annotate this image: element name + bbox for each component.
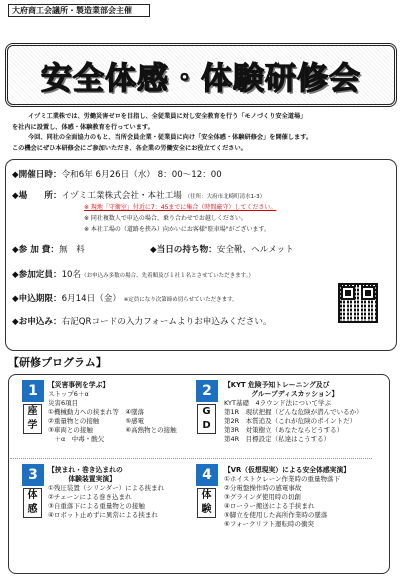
program-2-line: 第1R 現状把握（どんな危険が潜んでいるか）	[224, 408, 363, 416]
capacity-note: （お申込み多数の場合、先着順及び１社１名とさせていただきます。）	[81, 273, 254, 279]
program-4-line: ⑥フォークリフト運転時の衝突	[224, 520, 315, 528]
place-note-gather: ※ 現地「守衛室」付近に7：45までに集合（時間厳守）してください。	[84, 204, 277, 211]
intro-line: この機会にぜひ本研修会にご参加いただき、各企業の労働安全にお役立てください。	[12, 144, 247, 152]
program-1-line: ②重量物との接触 ⑤感電	[48, 417, 145, 425]
fee-value: 無 料	[58, 245, 85, 255]
program-1-line: ③車両との接触 ⑥高熱物との接触	[48, 426, 177, 434]
intro-line: イヅミ工業株では、労働災害ゼロを目指し、全従業員に対し安全教育を行う「モノづくり安全道場」	[28, 113, 307, 120]
intro-line: 今回、同社の全面協力のもと、当所会員企業・従業員に向け「安全体感・体験研修会」を開催します。	[28, 134, 313, 141]
program-3-text	[48, 466, 164, 520]
program-heading: 【研修プログラム】	[8, 356, 107, 369]
deadline-note: ※定員になり次第締め切らせていただきます。	[123, 297, 238, 303]
program-4-line: ④ローラー搬送による手挟まれ	[224, 502, 315, 510]
program-4-line: ③グラインダ使用時の切創	[224, 493, 301, 501]
deadline-label: ◆申込期限：	[12, 294, 62, 304]
program-3-category-char: 感	[27, 504, 38, 515]
program-2-number-badge: 2	[196, 380, 218, 402]
intro-line: を社内に設置し、体感・体験教育を行っています。	[12, 123, 154, 131]
capacity-label: ◆参加定員：	[12, 270, 62, 280]
capacity-row	[12, 268, 254, 280]
place-row	[12, 189, 265, 201]
program-3-title: 【挟まれ・巻き込まれの	[48, 466, 123, 474]
program-2-title: 【KYT 危険予知トレーニング及び	[224, 381, 330, 389]
page-title: 安全体感・体験研修会	[41, 60, 361, 97]
place-address: （住所：大府市北崎町清水1-3）	[184, 194, 266, 200]
apply-value: 右記QRコードの入力フォームよりお申込みください。	[61, 317, 272, 327]
qr-code[interactable]	[338, 283, 378, 323]
program-2-category-label	[197, 404, 216, 434]
bring-label: ◆当日の持ち物：	[150, 245, 217, 255]
program-1-line: 災害6項目	[48, 399, 79, 407]
program-3-line: ①残圧装置（シリンダー）による挟まれ	[48, 484, 165, 492]
program-1-line: ストップ6＋α	[48, 390, 89, 398]
program-2-title-cont: グループディスカッション】	[224, 390, 339, 398]
program-2-line: KYT基礎 4ラウンド法について学ぶ	[224, 399, 331, 407]
place-note-carpool: ※ 同社複数人で申込の場合、乗り合わせでお越しください。	[84, 215, 247, 222]
place-label: ◆場 所：	[12, 191, 62, 201]
program-3-line: ④ロボット止めずに異常による挟まれ	[48, 511, 158, 519]
program-divider	[10, 458, 372, 459]
program-1-title: 【災害事例を学ぶ】	[48, 381, 110, 389]
bring-row	[150, 243, 294, 255]
program-1-text	[48, 381, 177, 444]
program-3-category-label	[23, 488, 42, 518]
program-1-line: ①機械動力への挟まれ等 ④墜落	[48, 408, 145, 416]
apply-label: ◆お申込み：	[12, 317, 62, 327]
program-2-category-char: D	[202, 420, 211, 431]
intro-text	[12, 112, 394, 154]
program-4-category-char: 験	[201, 504, 212, 515]
program-2-line: 第4R 目標設定（私達はこうする）	[224, 435, 331, 443]
program-4-number-badge: 4	[196, 464, 218, 486]
place-note-parking: ※ 本社工場の（道路を挟み）向かいにお客様"駐車場"がございます。	[84, 226, 270, 233]
program-3-line: ②チェーンによる巻き込まれ	[48, 493, 132, 501]
program-4-category-label	[197, 488, 216, 518]
program-3-line: ③自重落下による重量物との接触	[48, 502, 145, 510]
program-3-category-char: 体	[27, 490, 38, 501]
program-3-number-badge: 3	[22, 464, 44, 486]
program-2-line: 第2R 本質追及（これが危険のポイントだ）	[224, 417, 357, 425]
date-label: ◆開催日時：	[12, 170, 62, 180]
organizer-tag: 大府商工会議所・製造業部会主催	[8, 4, 150, 17]
fee-label: ◆参 加 費：	[12, 245, 59, 255]
program-1-category-char: 学	[27, 420, 38, 431]
program-1-line: ＋α 中毒・酸欠	[48, 435, 105, 443]
program-4-line: ①ホイストクレーン作業時の重量物落下	[224, 475, 341, 483]
date-row	[12, 168, 222, 180]
program-4-line: ⑤脚立を使用した高所作業時の墜落	[224, 511, 328, 519]
program-4-category-char: 体	[201, 490, 212, 501]
program-4-line: ②分電盤操作時の感電事故	[224, 484, 302, 492]
program-2-text	[224, 381, 363, 444]
capacity-value: 10名	[61, 270, 82, 280]
bring-value: 安全靴、ヘルメット	[216, 245, 294, 255]
program-1-category-label	[23, 404, 42, 434]
program-1-number-badge: 1	[22, 380, 44, 402]
program-4-text	[224, 466, 350, 529]
program-2-category-char: G	[202, 406, 211, 417]
program-4-title: 【VR（仮想現実）による安全体感実演】	[224, 466, 351, 474]
fee-row	[12, 243, 85, 255]
place-value: イヅミ工業株式会社・本社工場	[61, 191, 182, 201]
deadline-value: 6月14日（金）	[61, 294, 121, 304]
program-3-title-cont: 体験装置実演】	[48, 475, 116, 483]
title-banner	[5, 43, 397, 107]
program-2-line: 第3R 対策樹立（あなたならどうする）	[224, 426, 344, 434]
program-1-category-char: 座	[27, 406, 38, 417]
date-value: 令和6年 6月26日（水） 8：00～12：00	[61, 170, 222, 180]
apply-row	[12, 315, 272, 327]
deadline-row	[12, 292, 238, 304]
